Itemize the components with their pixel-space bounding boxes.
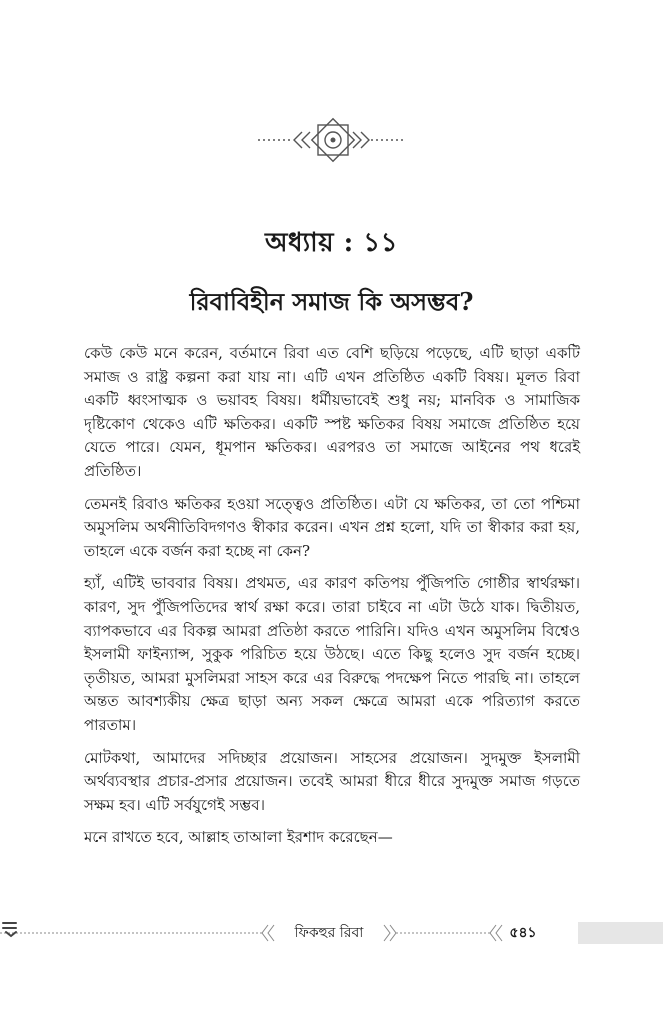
body-text [84, 342, 580, 859]
paragraph: তেমনই রিবাও ক্ষতিকর হওয়া সত্ত্বেও প্রতিষ্ঠিত। এটা যে ক্ষতিকর, তা তো পশ্চিমা অমুসলিম অর্থনীতিবিদগণও স্বীকার করেন। এখন প্রশ্ন হলো, যদি তা স্বীকার করা হয়, তাহলে একে বর্জন করা হচ্ছে না কেন? [84, 494, 580, 560]
chapter-ornament [0, 112, 663, 168]
chapter-title: রিবাবিহীন সমাজ কি অসম্ভব? [189, 287, 474, 316]
paragraph: হ্যাঁ, এটিই ভাববার বিষয়। প্রথমত, এর কারণ কতিপয় পুঁজিপতি গোষ্ঠীর স্বার্থরক্ষা। কারণ, সুদ পুঁজিপতিদের স্বার্থ রক্ষা করে। তারা চাইবে না এটা উঠে যাক। দ্বিতীয়ত, ব্যাপকভাবে এর বিকল্প আমরা প্রতিষ্ঠা করতে পারিনি। যদিও এখন অমুসলিম বিশ্বেও ইসলামী ফাইন্যান্স, সুকুক পরিচিত হয়ে উঠছে। এতে কিছু হলেও সুদ বর্জন হচ্ছে। তৃতীয়ত, আমরা মুসলিমরা সাহস করে এর বিরুদ্ধে পদক্ষেপ নিতে পারছি না। তাহলে অন্তত আবশ্যকীয় ক্ষেত্র ছাড়া অন্য সকল ক্ষেত্রে আমরা একে পরিত্যাগ করতে পারতাম। [84, 574, 580, 734]
paragraph: কেউ কেউ মনে করেন, বর্তমানে রিবা এত বেশি ছড়িয়ে পড়েছে, এটি ছাড়া একটি সমাজ ও রাষ্ট্র কল্পনা করা যায় না। এটি এখন প্রতিষ্ঠিত একটি বিষয়। মূলত রিবা একটি ধ্বংসাত্মক ও ভয়াবহ বিষয়। ধর্মীয়ভাবেই শুধু নয়; মানবিক ও সামাজিক দৃষ্টিকোণ থেকেও এটি ক্ষতিকর। একটি স্পষ্ট ক্ষতিকর বিষয় সমাজে প্রতিষ্ঠিত হয়ে যেতে পারে। যেমন, ধূমপান ক্ষতিকর। এরপরও তা সমাজে আইনের পথ ধরেই প্রতিষ্ঠিত। [84, 344, 580, 480]
page-footer [0, 918, 663, 948]
chapter-heading: অধ্যায় : ১১ [265, 228, 398, 258]
footer-book-title: ফিকহুর রিবা [294, 925, 364, 941]
paragraph: মোটকথা, আমাদের সদিচ্ছার প্রয়োজন। সাহসের প্রয়োজন। সুদমুক্ত ইসলামী অর্থব্যবস্থার প্রচার-প্রসার প্রয়োজন। তবেই আমরা ধীরে ধীরে সুদমুক্ত সমাজ গড়তে সক্ষম হব। এটি সর্বযুগেই সম্ভব। [84, 748, 580, 814]
page-number: ৫৪১ [509, 925, 537, 941]
page-marker-icon [0, 918, 20, 938]
paragraph: মনে রাখতে হবে, আল্লাহ তাআলা ইরশাদ করেছেন— [84, 828, 393, 847]
